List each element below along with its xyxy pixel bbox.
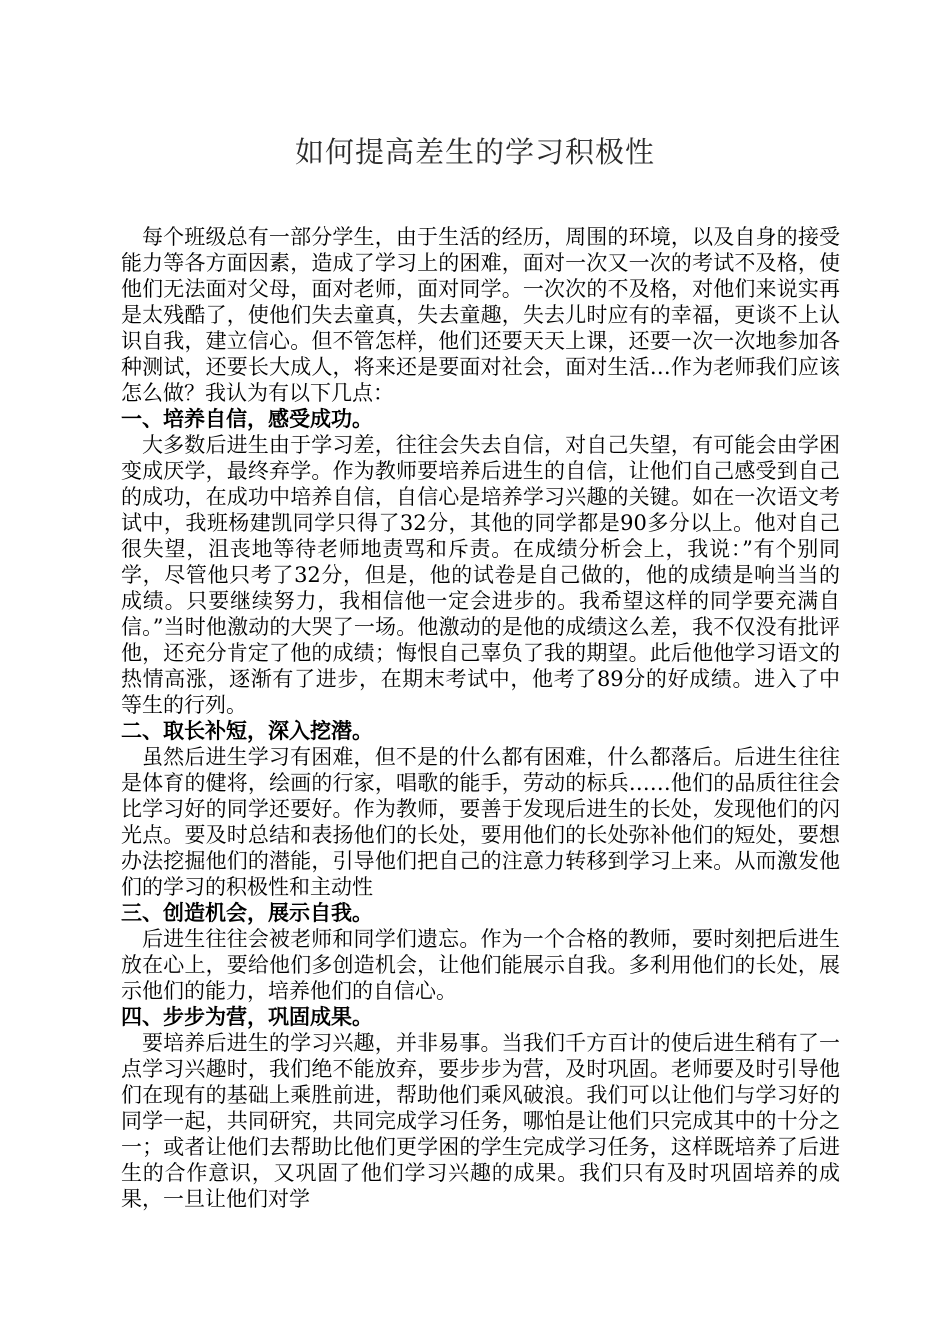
section-heading-3: 三、创造机会，展示自我。 — [121, 901, 373, 925]
section-heading-1: 一、培养自信，感受成功。 — [121, 407, 373, 431]
section-heading-4: 四、步步为营，巩固成果。 — [121, 1005, 373, 1029]
section-paragraph-3: 后进生往往会被老师和同学们遗忘。作为一个合格的教师，要时刻把后进生放在心上，要给他们多创造机会，让他们能展示自我。多利用他们的长处，展示他们的能力，培养他们的自信心。 — [121, 927, 840, 1003]
section-heading-2: 二、取长补短，深入挖潜。 — [121, 719, 373, 743]
section-paragraph-1: 大多数后进生由于学习差，往往会失去自信，对自己失望，有可能会由学困变成厌学，最终弃学。作为教师要培养后进生的自信，让他们自己感受到自己的成功，在成功中培养自信，自信心是培养学习兴趣的关键。如在一次语文考试中，我班杨建凯同学只得了32分，其他的同学都是90多分以上。他对自己很失望，沮丧地等待老师地责骂和斥责。在成绩分析会上，我说：”有个别同学，尽管他只考了32分，但是，他的试卷是自己做的，他的成绩是响当当的成绩。只要继续努力，我相信他一定会进步的。我希望这样的同学要充满自信。”当时他激动的大哭了一场。他激动的是他的成绩这么差，我不仅没有批评他，还充分肯定了他的成绩；悔恨自己辜负了我的期望。此后他他学习语文的热情高涨，逐渐有了进步，在期末考试中，他考了89分的好成绩。进入了中等生的行列。 — [121, 433, 840, 717]
document-body — [121, 224, 840, 1212]
section-paragraph-4: 要培养后进生的学习兴趣，并非易事。当我们千方百计的使后进生稍有了一点学习兴趣时，我们绝不能放弃，要步步为营，及时巩固。老师要及时引导他们在现有的基础上乘胜前进，帮助他们乘风破浪。我们可以让他们与学习好的同学一起，共同研究，共同完成学习任务，哪怕是让他们只完成其中的十分之一；或者让他们去帮助比他们更学困的学生完成学习任务，这样既培养了后进生的合作意识，又巩固了他们学习兴趣的成果。我们只有及时巩固培养的成果，一旦让他们对学 — [121, 1031, 840, 1211]
document-title: 如何提高差生的学习积极性 — [294, 135, 655, 169]
intro-paragraph: 每个班级总有一部分学生，由于生活的经历，周围的环境，以及自身的接受能力等各方面因素，造成了学习上的困难，面对一次又一次的考试不及格，使他们无法面对父母，面对老师，面对同学。一次次的不及格，对他们来说实再是太残酷了，使他们失去童真，失去童趣，失去儿时应有的幸福，更谈不上认识自我，建立信心。但不管怎样，他们还要天天上课，还要一次一次地参加各种测试，还要长大成人，将来还是要面对社会，面对生活…作为老师我们应该怎么做？我认为有以下几点： — [121, 225, 840, 405]
section-paragraph-2: 虽然后进生学习有困难，但不是的什么都有困难，什么都落后。后进生往往是体育的健将，绘画的行家，唱歌的能手，劳动的标兵……他们的品质往往会比学习好的同学还要好。作为教师，要善于发现后进生的长处，发现他们的闪光点。要及时总结和表扬他们的长处，要用他们的长处弥补他们的短处，要想办法挖掘他们的潜能，引导他们把自己的注意力转移到学习上来。从而激发他们的学习的积极性和主动性 — [121, 745, 840, 899]
